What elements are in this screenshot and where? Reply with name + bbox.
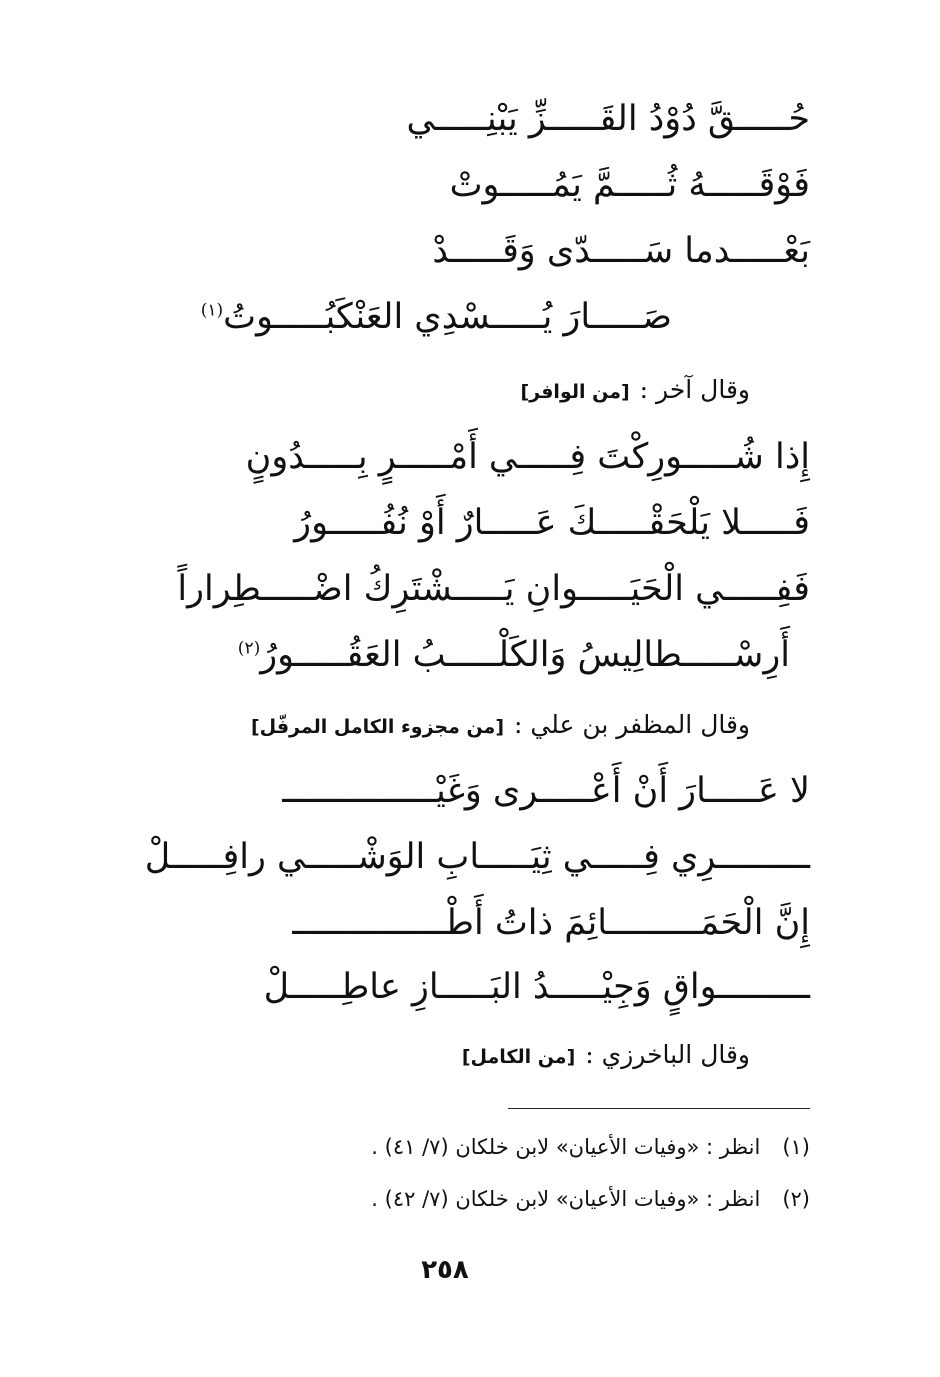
meter-label: [من مجزوء الكامل المرفّل] [250,716,504,738]
page-number: ٢٥٨ [421,1255,469,1285]
intro-text: وقال المظفر بن علي : [514,710,750,739]
verse-line: ـــــــــرِي فِـــــي ثِيَـــــابِ الوَشْـــــي رافِـــــلْ [144,837,810,877]
footnote-marker: (١) [200,300,224,321]
verse-line: لا عَـــــارَ أَنْ أَعْـــــرى وَغَيْـــــــــــــــ [282,771,810,811]
footnote-text: انظر : «وفيات الأعيان» لابن خلكان (٧/ ٤١) . [371,1135,761,1159]
footnote-divider [508,1108,810,1109]
intro-text: وقال الباخرزي : [585,1040,750,1069]
poem-intro [520,370,750,412]
verse-line: ـــــــــواقٍ وَجِيْـــــدُ البَـــــازِ عاطِـــــلْ [263,967,810,1007]
verse-line: حُـــــقَّ دُوْدُ القَـــــزِّ يَبْنِـــــي [406,99,810,139]
verse-line: إِنَّ الْحَمَـــــــــائِمَ ذاتُ أَطْـــــــــــــــ [292,903,810,943]
footnote [371,1182,810,1216]
footnote-text: انظر : «وفيات الأعيان» لابن خلكان (٧/ ٤٢) . [371,1187,761,1211]
poem-intro [251,705,750,747]
verse-line: فَوْقَـــــهُ ثُـــــمَّ يَمُـــــوتْ [449,165,810,205]
verse-text: صَـــــارَ يُـــــسْدِي العَنْكَبُـــــوتُ [223,297,672,337]
meter-label: [من الكامل] [461,1046,576,1068]
poem-intro [462,1035,750,1077]
verse-line: بَعْـــــدما سَـــــدّى وَقَـــــدْ [432,231,810,271]
intro-text: وقال آخر : [639,375,750,404]
verse-line: إِذا شُـــــورِكْتَ فِـــــي أَمْـــــرٍ بِـــــدُونٍ [245,437,810,477]
verse-text: أَرِسْـــــطالِيسُ وَالكَلْـــــبُ العَقُـــــورُ [260,635,790,675]
footnote-marker: (٢) [237,638,261,659]
verse-line: فَفِـــــي الْحَيَـــــوانِ يَـــــشْتَرِكُ اضْـــــطِراراً [177,569,810,609]
verse-line-with-footnote [201,292,672,342]
footnote-number: (٢) [782,1187,810,1211]
verse-line-with-footnote [238,630,790,680]
footnote [371,1130,810,1164]
footnote-number: (١) [782,1135,810,1159]
meter-label: [من الوافر] [520,381,630,403]
verse-line: فَـــــلا يَلْحَقْـــــكَ عَـــــارٌ أَوْ نُفُـــــورُ [294,503,810,543]
